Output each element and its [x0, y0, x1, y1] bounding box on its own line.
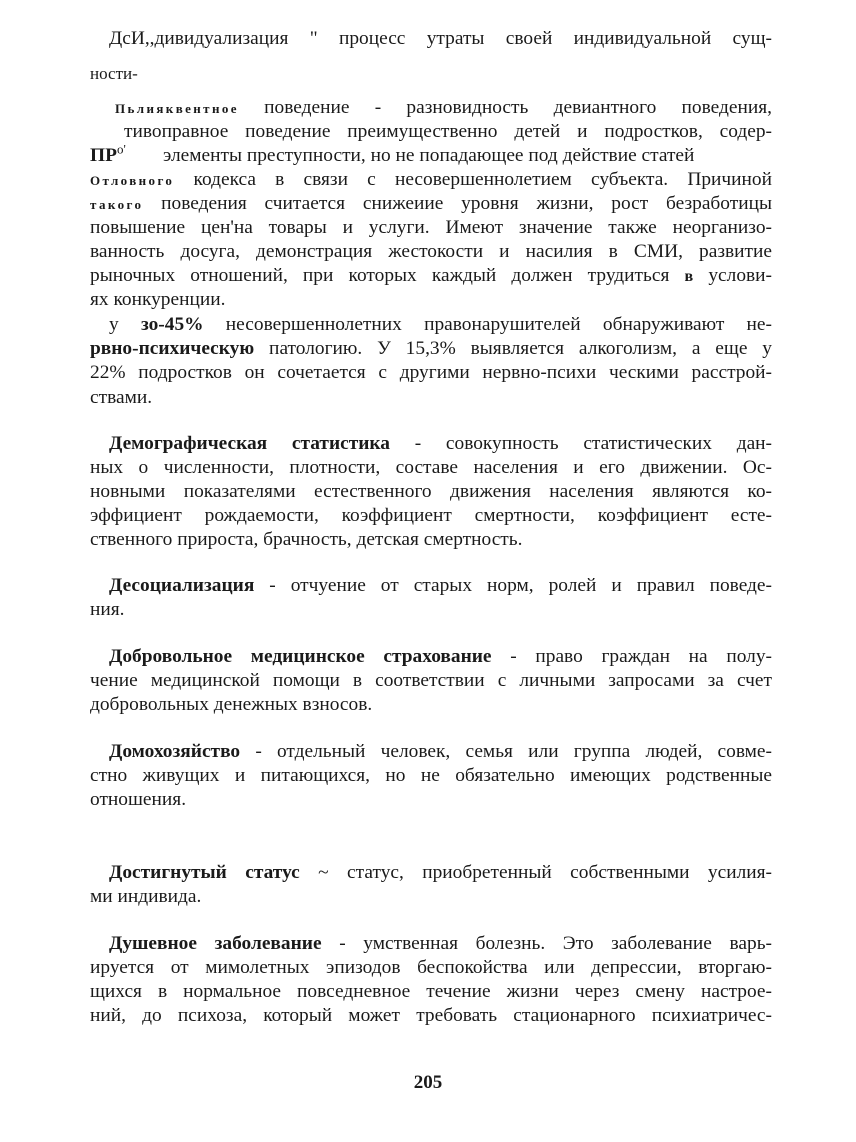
glossary-entry-heading: Душевное заболевание - умственная болезнь. Это заболевание варь- — [109, 933, 772, 954]
glossary-entry-heading: Достигнутый статус ~ статус, приобретенный собственными усилия- — [109, 862, 772, 883]
text-line: рыночных отношений, при которых каждый должен трудиться в услови- — [90, 265, 773, 286]
text-line: повышение цен'на товары и услуги. Имеют значение также неорганизо- — [90, 217, 772, 238]
text-line: Отловного кодекса в связи с несовершеннолетием субъекта. Причиной — [90, 169, 772, 190]
glossary-entry-heading: Добровольное медицинское страхование - право граждан на полу- — [109, 646, 772, 667]
text-line: Пьлияквентное поведение - разновидность девиантного поведения, — [115, 97, 772, 118]
text-line: добровольных денежных взносов. — [90, 694, 373, 715]
glossary-term: Домохозяйство — [109, 741, 241, 762]
glossary-term: Добровольное медицинское страхование — [109, 646, 492, 667]
glossary-entry-heading: Демографическая статистика - совокупность статистических дан- — [109, 433, 773, 454]
text-line: стно живущих и питающихся, но не обязательно имеющих родственные — [90, 765, 772, 786]
text-line: ний, до психоза, который может требовать стационарного психиатричес- — [90, 1005, 772, 1026]
text-line: ванность досуга, демонстрация жестокости и насилия в СМИ, развитие — [90, 241, 772, 262]
glossary-term: Демографическая статистика — [109, 433, 391, 454]
text-line: щихся в нормальное повседневное течение жизни через смену настрое- — [90, 981, 772, 1002]
text-line: ях конкуренции. — [90, 289, 226, 310]
text-line: ируется от мимолетных эпизодов беспокойства или депрессии, вторгаю- — [90, 957, 772, 978]
text-line: 22% подростков он сочетается с другими нервно-психи ческими расстрой- — [90, 362, 772, 383]
page-number: 205 — [413, 1072, 443, 1093]
glossary-term: Достигнутый статус — [109, 862, 300, 883]
text-line: у зо-45% несовершеннолетних правонарушителей обнаруживают не- — [109, 314, 772, 335]
text-line: ствами. — [90, 387, 153, 408]
glossary-term: Душевное заболевание — [109, 933, 322, 954]
text-line: ственного прироста, брачность, детская смертность. — [90, 529, 523, 550]
glossary-term: Десоциализация — [109, 575, 255, 596]
text-line: ДсИ,,дивидуализация " процесс утраты своей индивидуальной сущ- — [109, 28, 772, 49]
text-line: отношения. — [90, 789, 187, 810]
text-line: тивоправное поведение преимущественно детей и подростков, содер- — [124, 121, 772, 142]
text-line: ных о численности, плотности, составе населения и его движении. Ос- — [90, 457, 772, 478]
text-line: эффициент рождаемости, коэффициент смертности, коэффициент есте- — [90, 505, 772, 526]
text-line: чение медицинской помощи в соответствии с личными запросами за счет — [90, 670, 772, 691]
text-line: ности- — [90, 64, 138, 83]
text-line: $ПР^{о'}$ элементы преступности, но не попадающее под действие статей — [90, 141, 695, 166]
text-line: рвно-психическую патологию. У 15,3% выявляется алкоголизм, а еще у — [90, 338, 772, 359]
text-line: ми индивида. — [90, 886, 202, 907]
text-line: ния. — [90, 599, 125, 620]
text-line: такого поведения считается снижеиие уровня жизни, рост безработицы — [90, 193, 772, 214]
glossary-entry-heading: Домохозяйство - отдельный человек, семья или группа людей, совме- — [109, 741, 772, 762]
text-line: новными показателями естественного движения населения являются ко- — [90, 481, 772, 502]
glossary-entry-heading: Десоциализация - отчуение от старых норм, ролей и правил поведе- — [109, 575, 772, 596]
